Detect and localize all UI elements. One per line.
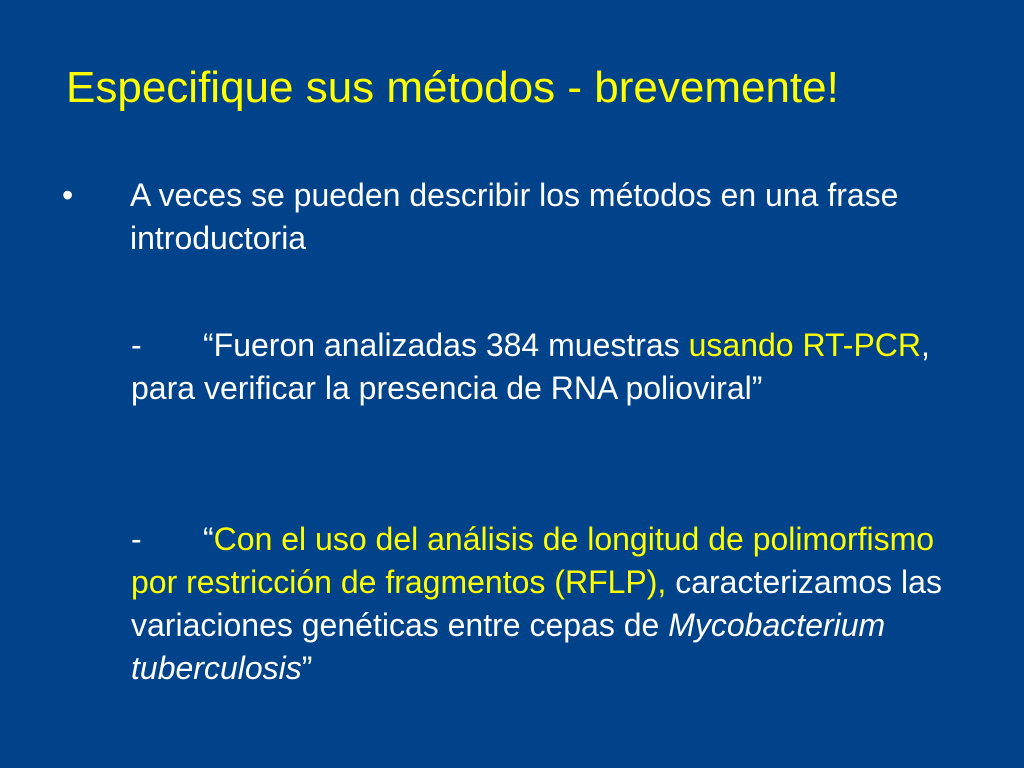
bullet-text: A veces se pueden describir los métodos en una frase introductoria: [130, 177, 899, 256]
sub-item-text: “Fueron analizadas 384 muestras: [203, 327, 689, 363]
opening-quote: “: [203, 521, 214, 557]
sub-item-dash: -: [131, 521, 142, 557]
species-name: Mycobacterium tuberculosis: [131, 607, 886, 686]
sub-item-rt-pcr-example: [131, 324, 951, 410]
highlighted-phrase: Con el uso del análisis de longitud de polimorfismo por restricción de fragmentos (RFLP),: [131, 521, 935, 600]
sub-item-text-continued: , para verificar la presencia de RNA polioviral”: [131, 327, 930, 406]
slide-title: Especifique sus métodos - brevemente!: [66, 63, 839, 112]
sub-item-text-continued: caracterizamos las variaciones genéticas entre cepas de: [131, 564, 942, 643]
sub-item-rflp-example: [131, 518, 951, 690]
closing-quote: ”: [301, 650, 313, 686]
sub-item-dash: -: [131, 327, 142, 363]
highlighted-phrase: usando RT-PCR: [688, 327, 921, 363]
bullet-marker: •: [62, 177, 74, 213]
